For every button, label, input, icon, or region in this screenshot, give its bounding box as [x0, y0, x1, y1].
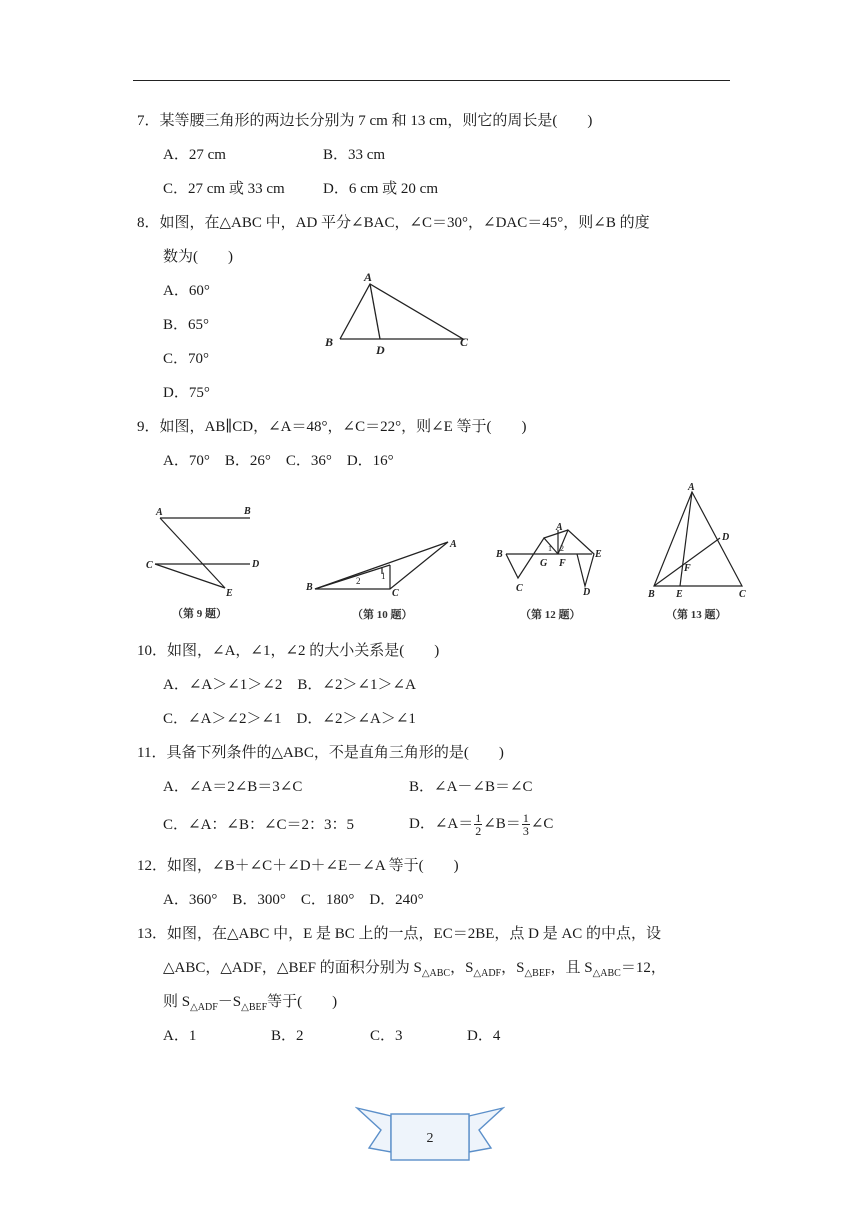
q8-stem-line2: 数为( )	[163, 249, 233, 265]
q7-option-a: A．27 cm	[163, 147, 226, 163]
f10-label-c: C	[392, 588, 399, 599]
q13-sub-abc-2: △ABC	[592, 968, 621, 979]
header-rule	[133, 80, 730, 81]
f13-caption: （第 13 题）	[666, 609, 727, 621]
q13-stem3-end: 等于( )	[267, 994, 338, 1010]
f9-label-e: E	[226, 588, 233, 599]
q13-sub-abc: △ABC	[421, 968, 451, 979]
q13-option-b: B．2	[271, 1028, 304, 1044]
f12-angle-1: 1	[548, 544, 552, 553]
q11-option-d	[409, 806, 553, 842]
q13-option-c: C．3	[370, 1028, 403, 1044]
q8-stem-line1: 8．如图，在△ABC 中，AD 平分∠BAC，∠C＝30°，∠DAC＝45°，则∠B 的度	[137, 215, 650, 231]
q13-sub-adf-2: △ADF	[190, 1002, 218, 1013]
q13-option-a: A．1	[163, 1028, 197, 1044]
q10-options-cd: C．∠A＞∠2＞∠1 D．∠2＞∠A＞∠1	[163, 711, 416, 727]
f13-label-f: F	[684, 563, 691, 574]
q12-stem: 12．如图，∠B＋∠C＋∠D＋∠E－∠A 等于( )	[137, 858, 459, 874]
page-number: 2	[426, 1131, 434, 1146]
q13-stem-line1: 13．如图，在△ABC 中，E 是 BC 上的一点，EC＝2BE，点 D 是 AC 的中点，设	[137, 926, 662, 942]
q11-d-prefix: D．∠A＝	[409, 816, 474, 832]
f12-angle-2: 2	[560, 544, 564, 553]
q12-options: A．360° B．300° C．180° D．240°	[163, 892, 424, 908]
f9-label-c: C	[146, 560, 153, 571]
q8-option-a: A．60°	[163, 283, 210, 299]
q10-options-ab: A．∠A＞∠1＞∠2 B．∠2＞∠1＞∠A	[163, 677, 416, 693]
f13-label-a: A	[688, 482, 695, 493]
f9-label-a: A	[156, 507, 163, 518]
q9-stem: 9．如图，AB∥CD，∠A＝48°，∠C＝22°，则∠E 等于( )	[137, 419, 527, 435]
f9-caption: （第 9 题）	[172, 608, 227, 620]
f13-label-c: C	[739, 589, 746, 600]
f12-label-a: A	[556, 522, 563, 533]
f12-label-f: F	[559, 558, 566, 569]
f12-label-c: C	[516, 583, 523, 594]
q11-d-frac2-den: 3	[522, 824, 529, 839]
f12-label-d: D	[583, 587, 591, 598]
figure-13	[642, 480, 757, 625]
f12-label-b: B	[496, 549, 503, 560]
q13-option-d: D．4	[467, 1028, 501, 1044]
q11-option-b: B．∠A－∠B＝∠C	[409, 779, 533, 795]
q11-d-frac2-num: 1	[522, 811, 529, 826]
q11-d-suffix: ∠C	[530, 816, 554, 832]
f12-label-e: E	[595, 549, 602, 560]
q11-option-c: C．∠A：∠B：∠C＝2：3：5	[163, 817, 355, 833]
q8-label-a: A	[364, 270, 373, 284]
f10-label-b: B	[306, 582, 313, 593]
q8-option-d: D．75°	[163, 385, 210, 401]
q13-sub-adf: △ADF	[473, 968, 502, 979]
q13-stem-line3: 则 $S_{\triangle ADF}-S_{\triangle BEF}$等于( )	[163, 994, 338, 1013]
f13-label-b: B	[648, 589, 655, 600]
q11-d-frac1-num: 1	[475, 811, 482, 826]
q13-sub-bef-2: △BEF	[241, 1002, 268, 1013]
q11-option-a: A．∠A＝2∠B＝3∠C	[163, 779, 303, 795]
q8-label-d: D	[376, 343, 385, 357]
q7-stem: 7．某等腰三角形的两边长分别为 7 cm 和 13 cm，则它的周长是( )	[137, 113, 593, 129]
figure-10	[300, 530, 465, 625]
q8-option-b: B．65°	[163, 317, 210, 333]
q8-label-c: C	[460, 335, 469, 349]
q8-option-c: C．70°	[163, 351, 210, 367]
q11-d-mid: ∠B＝	[483, 816, 521, 832]
f10-angle-2: 2	[356, 576, 361, 586]
q13-stem2-text: △ABC，△ADF，△BEF 的面积分别为 S	[163, 960, 422, 976]
f12-caption: （第 12 题）	[520, 609, 581, 621]
page-number-ribbon	[355, 1104, 505, 1166]
q11-stem: 11．具备下列条件的△ABC，不是直角三角形的是( )	[137, 745, 504, 761]
q8-figure	[318, 268, 478, 358]
q11-d-frac1-den: 2	[475, 824, 482, 839]
q13-stem2-end: ＝12，	[620, 960, 666, 976]
figure-9	[140, 500, 270, 625]
q7-option-c: C．27 cm 或 33 cm	[163, 181, 285, 197]
q8-label-b: B	[325, 335, 334, 349]
q9-options: A．70° B．26° C．36° D．16°	[163, 453, 394, 469]
q11-d-fraction-2	[522, 812, 530, 837]
f9-label-d: D	[252, 559, 260, 570]
f10-angle-1: 1	[381, 571, 386, 581]
q7-option-d: D．6 cm 或 20 cm	[323, 181, 438, 197]
f9-label-b: B	[244, 506, 251, 517]
f10-caption: （第 10 题）	[352, 609, 413, 621]
q13-sub-bef: △BEF	[524, 968, 551, 979]
q11-d-fraction-1	[474, 812, 482, 837]
f13-label-d: D	[722, 532, 730, 543]
f10-label-a: A	[450, 539, 457, 550]
q13-stem3-prefix: 则 S	[163, 994, 191, 1010]
figure-12	[492, 518, 617, 625]
q10-stem: 10．如图，∠A，∠1，∠2 的大小关系是( )	[137, 643, 440, 659]
q7-option-b: B．33 cm	[323, 147, 386, 163]
f12-label-g: G	[540, 558, 548, 569]
f13-label-e: E	[676, 589, 683, 600]
q13-stem-line2: △ABC，△ADF，△BEF 的面积分别为 $S_{\triangle ABC}$，$S_{\triangle ADF}$，$S_{\triangle BEF}$，且 $S_{\triangle ABC}=12$，	[163, 960, 666, 979]
